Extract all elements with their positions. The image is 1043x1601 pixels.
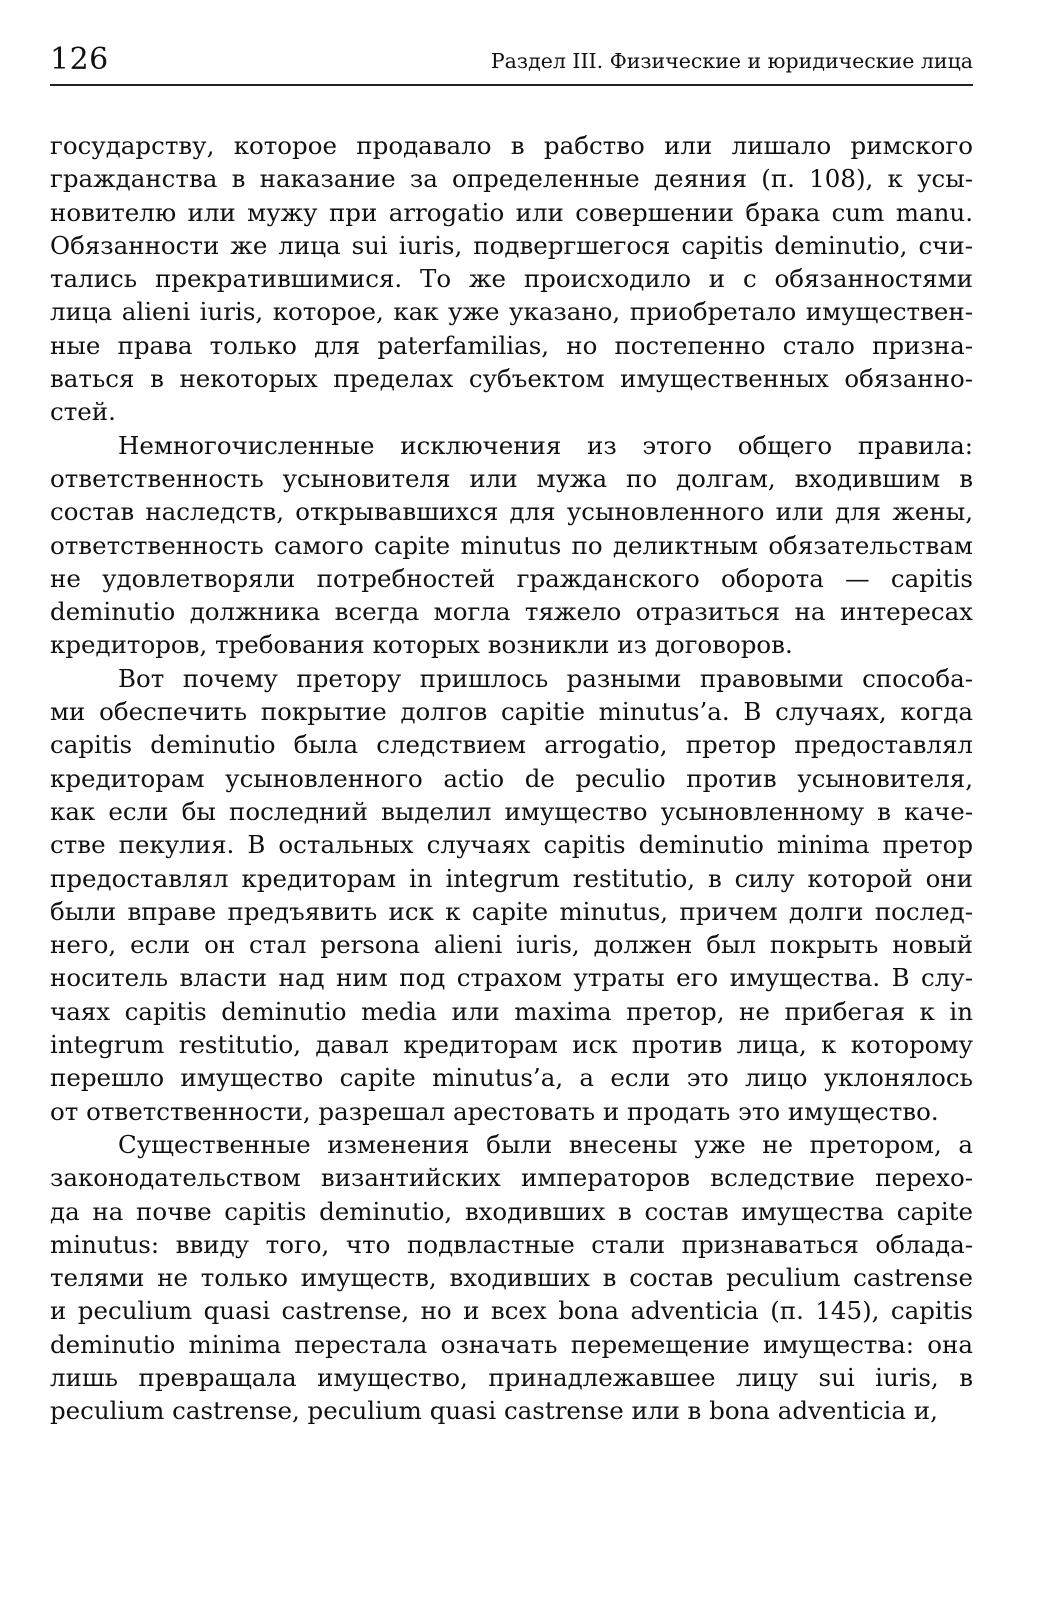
text-line: от ответственности, разрешал арестовать и продать это имущество.	[50, 1096, 939, 1126]
text-line: тались прекратившимися. То же происходило и с обязанностями	[50, 264, 973, 294]
text-line: него, если он стал persona alieni iuris, должен был покрыть новый	[50, 930, 973, 960]
text-line: были вправе предъявить иск к capite minutus, причем долги послед-	[50, 896, 973, 926]
text-line: Обязанности же лица sui iuris, подвергшегося capitis deminutio, счи-	[50, 230, 973, 260]
text-line: кредиторам усыновленного actio de peculio против усыновителя,	[50, 763, 973, 793]
text-line: deminutio minima перестала означать перемещение имущества: она	[50, 1329, 973, 1359]
text-line: чаях capitis deminutio media или maxima претор, не прибегая к in	[50, 996, 973, 1026]
text-line: не удовлетворяли потребностей гражданского оборота — capitis	[50, 563, 973, 593]
text-line: ответственность самого capite minutus по деликтным обязательствам	[50, 530, 973, 560]
page-header	[50, 40, 973, 86]
text-line: peculium castrense, peculium quasi castrense или в bona adventicia и,	[50, 1396, 938, 1426]
body-text	[50, 129, 973, 1428]
text-line: стей.	[50, 397, 116, 427]
page-number: 126	[50, 42, 109, 77]
book-page	[50, 0, 973, 1601]
paragraph	[50, 662, 973, 1128]
text-line: носитель власти над ним под страхом утраты его имущества. В слу-	[50, 963, 973, 993]
text-line: ваться в некоторых пределах субъектом имущественных обязанно-	[50, 364, 973, 394]
text-line: новителю или мужу при arrogatio или совершении брака cum manu.	[50, 197, 973, 227]
text-line: стве пекулия. В остальных случаях capitis deminutio minima претор	[50, 830, 973, 860]
text-line: да на почве capitis deminutio, входивших в состав имущества capite	[50, 1196, 973, 1226]
text-line: ответственность усыновителя или мужа по долгам, входившим в	[50, 463, 973, 493]
text-line: minutus: ввиду того, что подвластные стали признаваться облада-	[50, 1229, 973, 1259]
text-line: состав наследств, открывавшихся для усыновленного или для жены,	[50, 497, 973, 527]
text-line: capitis deminutio была следствием arrogatio, претор предоставлял	[50, 730, 973, 760]
text-line: Вот почему претору пришлось разными правовыми способа-	[118, 663, 973, 693]
text-line: лица alieni iuris, которое, как уже указано, приобретало имуществен-	[50, 297, 973, 327]
text-line: как если бы последний выделил имущество усыновленному в каче-	[50, 796, 973, 826]
text-line: integrum restitutio, давал кредиторам иск против лица, к которому	[50, 1030, 973, 1060]
text-line: предоставлял кредиторам in integrum restitutio, в силу которой они	[50, 863, 973, 893]
running-head: Раздел III. Физические и юридические лица	[490, 49, 973, 73]
paragraph	[50, 129, 973, 429]
text-line: deminutio должника всегда могла тяжело отразиться на интересах	[50, 597, 973, 627]
text-line: ми обеспечить покрытие долгов capitie minutus’a. В случаях, когда	[50, 697, 973, 727]
text-line: лишь превращала имущество, принадлежавшее лицу sui iuris, в	[50, 1362, 973, 1392]
paragraph	[50, 1128, 973, 1428]
text-line: государству, которое продавало в рабство или лишало римского	[50, 131, 973, 160]
paragraph	[50, 429, 973, 662]
text-line: кредиторов, требования которых возникли из договоров.	[50, 630, 793, 660]
text-line: гражданства в наказание за определенные деяния (п. 108), к усы-	[50, 164, 973, 194]
text-line: ные права только для paterfamilias, но постепенно стало призна-	[50, 330, 973, 360]
text-line: телями не только имуществ, входивших в состав peculium castrense	[50, 1263, 973, 1293]
text-line: и peculium quasi castrense, но и всех bona adventicia (п. 145), capitis	[50, 1296, 973, 1326]
text-line: перешло имущество capite minutus’a, а если это лицо уклонялось	[50, 1063, 973, 1093]
text-line: Существенные изменения были внесены уже не претором, а	[118, 1129, 973, 1159]
text-line: Немногочисленные исключения из этого общего правила:	[118, 430, 973, 460]
text-line: законодательством византийских императоров вследствие перехо-	[50, 1163, 973, 1193]
